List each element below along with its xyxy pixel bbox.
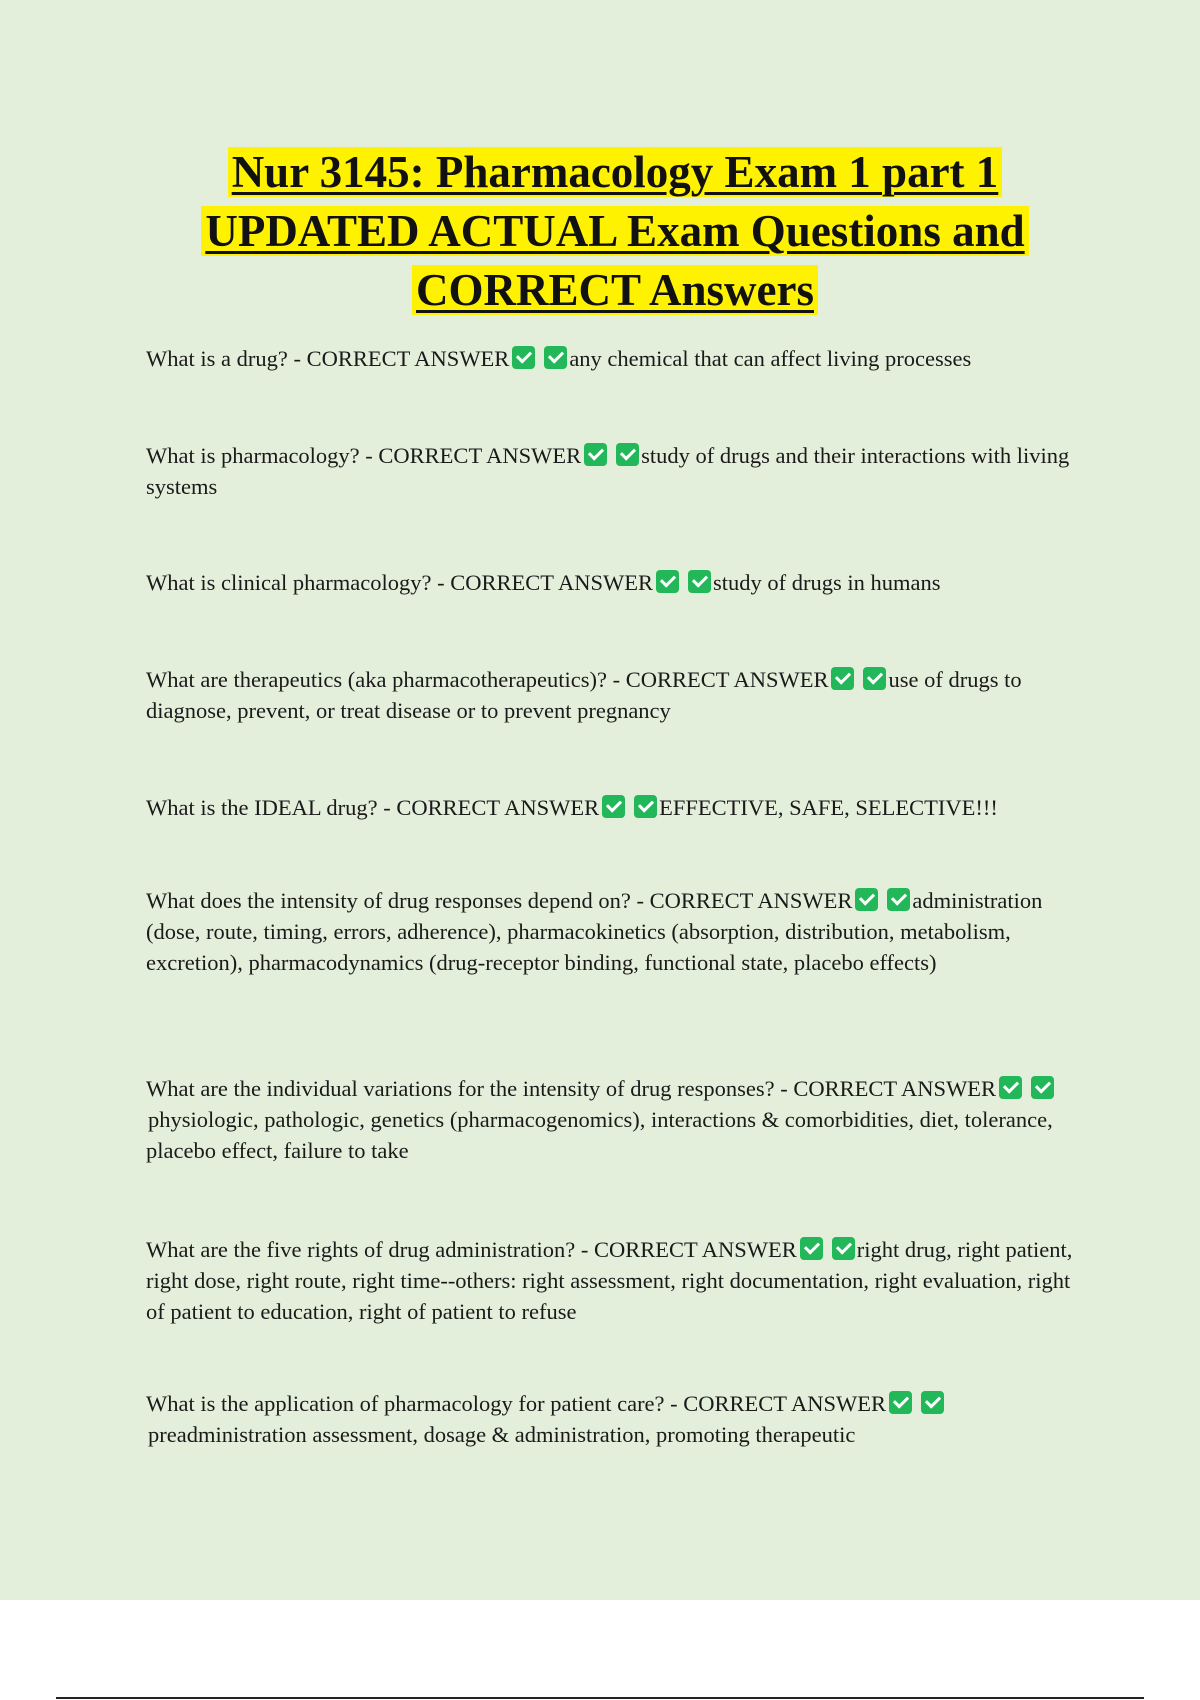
qa-item-9 — [146, 1388, 1086, 1450]
qa-item-2 — [146, 440, 1086, 502]
check-box-icon — [831, 667, 854, 690]
question-text: What is the IDEAL drug? - CORRECT ANSWER — [146, 795, 600, 820]
check-box-icon — [1031, 1076, 1054, 1099]
check-box-icon — [602, 795, 625, 818]
answer-text: any chemical that can affect living processes — [569, 346, 972, 371]
qa-item-6 — [146, 885, 1086, 978]
check-box-icon — [999, 1076, 1022, 1099]
check-box-icon — [832, 1237, 855, 1260]
check-box-icon — [800, 1237, 823, 1260]
check-box-icon — [512, 346, 535, 369]
check-box-icon — [921, 1391, 944, 1414]
check-box-icon — [688, 570, 711, 593]
answer-text: preadministration assessment, dosage & administration, promoting therapeutic — [148, 1422, 856, 1447]
check-box-icon — [584, 443, 607, 466]
check-box-icon — [887, 888, 910, 911]
footer-divider — [56, 1697, 1144, 1699]
check-box-icon — [616, 443, 639, 466]
qa-item-7 — [146, 1073, 1086, 1166]
question-text: What is clinical pharmacology? - CORRECT ANSWER — [146, 570, 653, 595]
check-box-icon — [863, 667, 886, 690]
answer-text: use of drugs to diagnose, prevent, or treat disease or to prevent pregnancy — [146, 667, 1022, 723]
check-box-icon — [889, 1391, 912, 1414]
check-box-icon — [634, 795, 657, 818]
answer-text: right drug, right patient, right dose, right route, right time--others: right assessment, right documentation, right evaluation, right of patient to education, right of patient to refuse — [146, 1237, 1073, 1324]
check-box-icon — [855, 888, 878, 911]
answer-text: EFFECTIVE, SAFE, SELECTIVE!!! — [659, 795, 998, 820]
document-title — [120, 143, 1110, 320]
question-text: What does the intensity of drug responses depend on? - CORRECT ANSWER — [146, 888, 853, 913]
qa-item-4 — [146, 664, 1086, 726]
answer-text: study of drugs in humans — [713, 570, 941, 595]
title-line-1: Nur 3145: Pharmacology Exam 1 part 1 — [228, 147, 1003, 197]
question-text: What are the individual variations for the intensity of drug responses? - CORRECT ANSWER — [146, 1076, 997, 1101]
question-text: What is a drug? - CORRECT ANSWER — [146, 346, 510, 371]
question-text: What are the five rights of drug administration? - CORRECT ANSWER — [146, 1237, 797, 1262]
qa-item-3 — [146, 567, 1086, 598]
qa-item-1 — [146, 343, 1086, 374]
question-text: What is the application of pharmacology for patient care? - CORRECT ANSWER — [146, 1391, 887, 1416]
check-box-icon — [544, 346, 567, 369]
question-text: What are therapeutics (aka pharmacotherapeutics)? - CORRECT ANSWER — [146, 667, 829, 692]
qa-item-5 — [146, 792, 1086, 823]
check-box-icon — [656, 570, 679, 593]
qa-item-8 — [146, 1234, 1086, 1327]
answer-text: physiologic, pathologic, genetics (pharmacogenomics), interactions & comorbidities, diet, tolerance, placebo effect, failure to take — [146, 1107, 1053, 1163]
question-text: What is pharmacology? - CORRECT ANSWER — [146, 443, 582, 468]
title-line-2: UPDATED ACTUAL Exam Questions and — [201, 206, 1028, 256]
title-line-3: CORRECT Answers — [412, 265, 818, 315]
answer-text: study of drugs and their interactions with living systems — [146, 443, 1070, 499]
answer-text: administration (dose, route, timing, errors, adherence), pharmacokinetics (absorption, distribution, metabolism, excretion), pharmacodynamics (drug-receptor binding, functional state, placebo effects) — [146, 888, 1043, 975]
